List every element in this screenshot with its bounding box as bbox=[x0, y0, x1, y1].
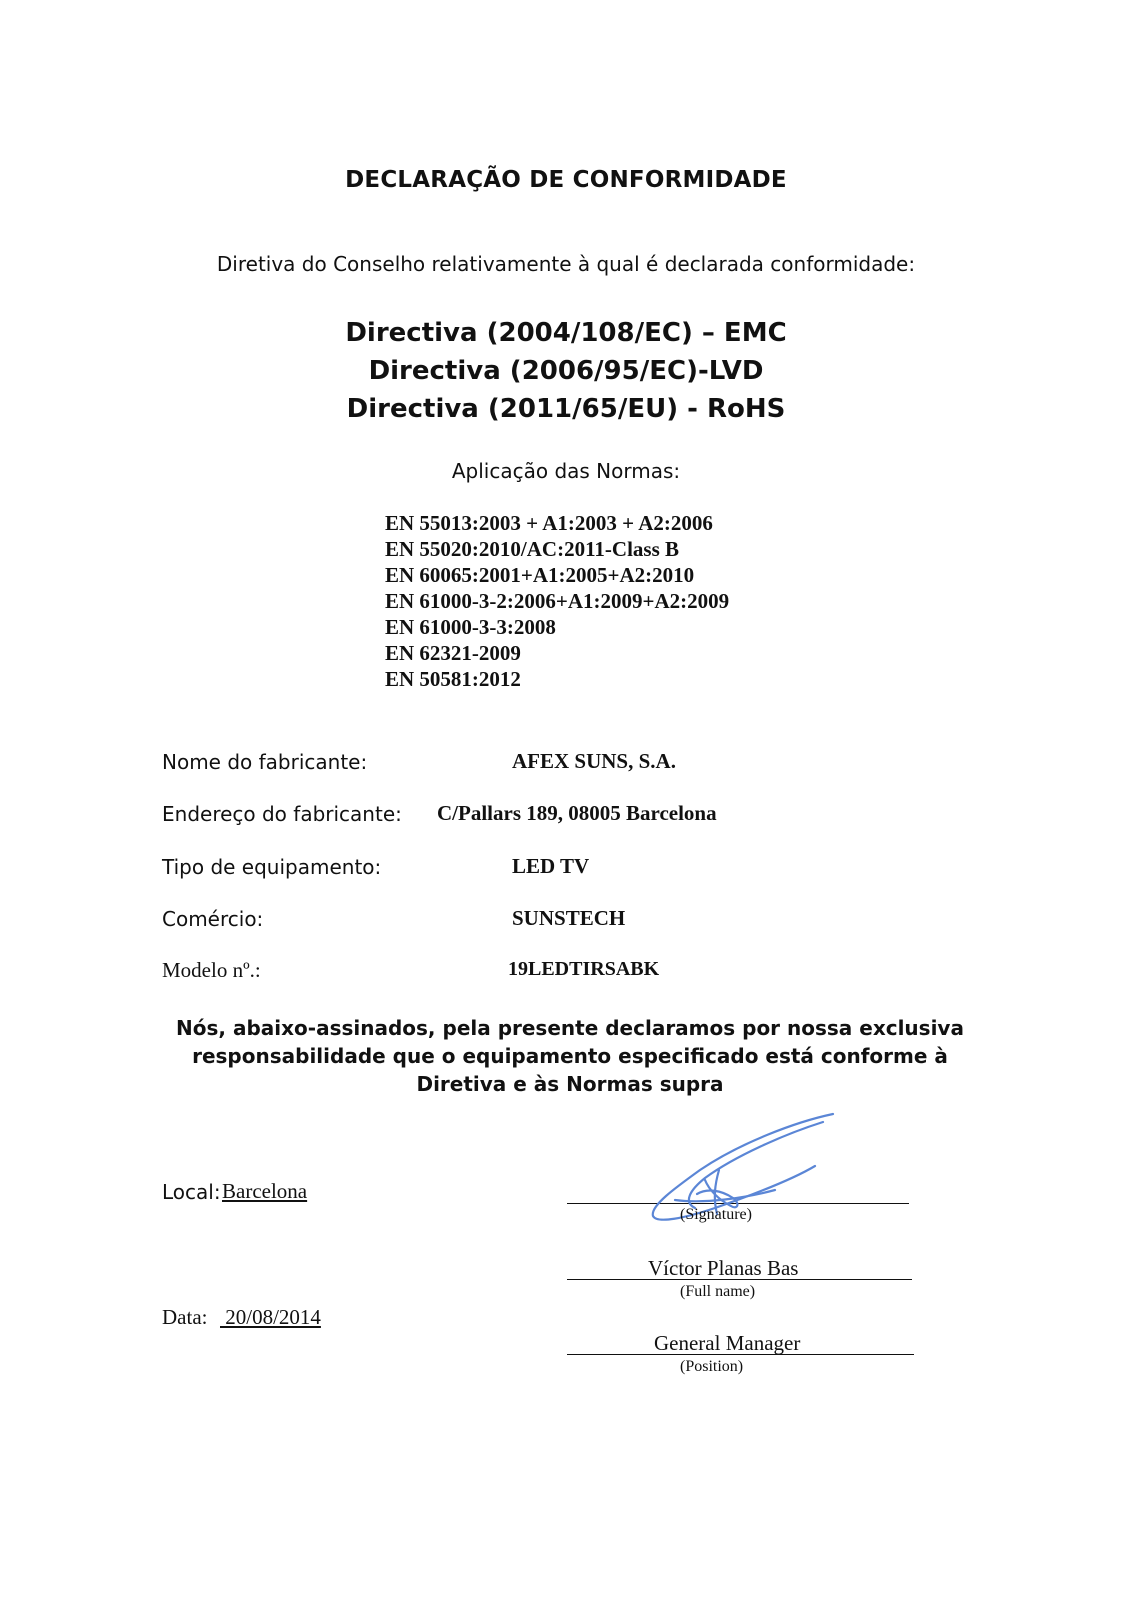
manufacturer-address-label: Endereço do fabricante: bbox=[162, 802, 402, 826]
model-value: 19LEDTIRSABK bbox=[508, 958, 660, 980]
council-directive-text: Diretiva do Conselho relativamente à qual é declarada conformidade: bbox=[216, 252, 916, 276]
trade-label: Comércio: bbox=[162, 907, 264, 931]
declaration-statement: Nós, abaixo-assinados, pela presente declaramos por nossa exclusiva responsabilidade que o equipamento especificado está conforme à Diretiva e às Normas supra bbox=[176, 1016, 964, 1096]
manufacturer-address-value: C/Pallars 189, 08005 Barcelona bbox=[437, 801, 717, 825]
position-value: General Manager bbox=[654, 1331, 801, 1355]
standard-item: EN 50581:2012 bbox=[385, 667, 521, 691]
signature-caption: (Signature) bbox=[680, 1206, 752, 1223]
standard-item: EN 60065:2001+A1:2005+A2:2010 bbox=[385, 563, 695, 587]
local-label: Local: bbox=[162, 1180, 221, 1204]
standard-item: EN 61000-3-2:2006+A1:2009+A2:2009 bbox=[385, 589, 730, 613]
standard-item: EN 62321-2009 bbox=[385, 641, 521, 665]
norms-label: Aplicação das Normas: bbox=[451, 459, 681, 483]
standard-item: EN 55020:2010/AC:2011-Class B bbox=[385, 537, 680, 561]
position-caption: (Position) bbox=[680, 1358, 744, 1375]
signature-stroke bbox=[653, 1114, 833, 1220]
directive-lvd: Directiva (2006/95/EC)-LVD bbox=[368, 356, 764, 386]
equipment-type-value: LED TV bbox=[512, 854, 590, 878]
local-value: Barcelona bbox=[222, 1179, 308, 1203]
full-name-caption: (Full name) bbox=[680, 1283, 756, 1300]
date-value: 20/08/2014 bbox=[220, 1305, 321, 1329]
document-title: DECLARAÇÃO DE CONFORMIDADE bbox=[345, 167, 787, 193]
position-line bbox=[567, 1354, 914, 1355]
date-label: Data: bbox=[162, 1305, 208, 1329]
standards-list bbox=[385, 510, 729, 692]
directive-emc: Directiva (2004/108/EC) – EMC bbox=[345, 318, 787, 348]
standard-item: EN 55013:2003 + A1:2003 + A2:2006 bbox=[385, 511, 713, 535]
manufacturer-name-value: AFEX SUNS, S.A. bbox=[512, 749, 676, 773]
equipment-type-label: Tipo de equipamento: bbox=[162, 855, 382, 879]
full-name-line bbox=[567, 1279, 912, 1280]
standard-item: EN 61000-3-3:2008 bbox=[385, 615, 556, 639]
manufacturer-name-label: Nome do fabricante: bbox=[162, 750, 368, 774]
model-label: Modelo nº.: bbox=[162, 958, 261, 982]
trade-value: SUNSTECH bbox=[512, 906, 626, 930]
full-name-value: Víctor Planas Bas bbox=[648, 1256, 799, 1280]
directive-rohs: Directiva (2011/65/EU) - RoHS bbox=[346, 394, 786, 424]
